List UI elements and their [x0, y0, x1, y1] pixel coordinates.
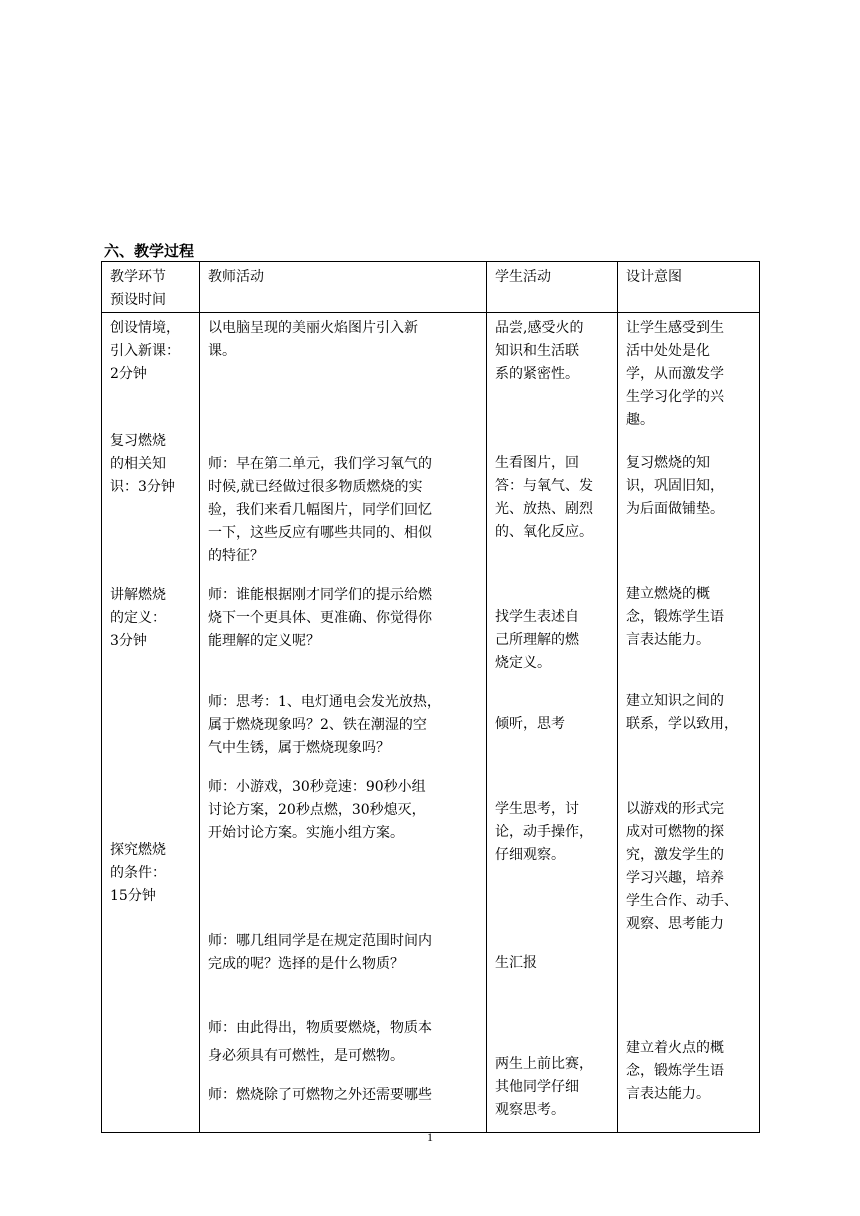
- teacher-3: 师：谁能根据刚才同学们的提示给燃 烧下一个更具体、更准确、你觉得你 能理解的定义呢？: [208, 587, 432, 649]
- teacher-8: 师：燃烧除了可燃物之外还需要哪些: [208, 1087, 432, 1103]
- header-teacher-activity: 教师活动: [200, 262, 487, 313]
- student-6: 生汇报: [495, 955, 537, 971]
- teacher-column: [200, 313, 487, 1133]
- student-2: 生看图片，回 答：与氧气、发 光、放热、剧烈 的、氧化反应。: [495, 455, 593, 540]
- header-design-intent: 设计意图: [618, 262, 760, 313]
- stage-5: 探究燃烧 的条件： 15分钟: [110, 842, 166, 904]
- intent-1: 让学生感受到生 活中处处是化 学，从而激发学 生学习化学的兴 趣。: [626, 320, 724, 428]
- header-student-activity: 学生活动: [487, 262, 618, 313]
- teacher-6: 师：哪几组同学是在规定范围时间内 完成的呢？选择的是什么物质？: [208, 933, 432, 972]
- intent-3: 建立燃烧的概 念，锻炼学生语 言表达能力。: [626, 586, 724, 648]
- stage-1: 创设情境， 引入新课： 2分钟: [110, 320, 180, 382]
- student-5: 学生思考，讨 论，动手操作， 仔细观察。: [495, 801, 593, 863]
- teacher-5: 师：小游戏，30秒竞速：90秒小组 讨论方案，20秒点燃，30秒熄灭， 开始讨论方案。实施小组方案。: [208, 779, 426, 841]
- teacher-1: 以电脑呈现的美丽火焰图片引入新 课。: [208, 320, 418, 359]
- intent-5: 以游戏的形式完 成对可燃物的探 究，激发学生的 学习兴趣，培养 学生合作、动手、 观察、思考能力: [626, 801, 738, 932]
- student-3: 找学生表述自 己所理解的燃 烧定义。: [495, 609, 579, 671]
- table-row: [102, 313, 760, 1133]
- page-number: 1: [427, 1130, 433, 1144]
- teacher-4: 师：思考：1、电灯通电会发光放热， 属于燃烧现象吗？2、铁在潮湿的空 气中生锈，属于燃烧现象吗？: [208, 694, 441, 756]
- intent-2: 复习燃烧的知 识，巩固旧知， 为后面做铺垫。: [626, 455, 724, 517]
- stage-3: 讲解燃烧 的定义： 3分钟: [110, 587, 166, 649]
- intent-7: 建立着火点的概 念，锻炼学生语 言表达能力。: [626, 1040, 724, 1102]
- section-title: 六、教学过程: [104, 242, 195, 260]
- header-stage-time: 教学环节 预设时间: [102, 262, 200, 313]
- intent-4: 建立知识之间的 联系，学以致用，: [626, 693, 738, 732]
- teacher-7: 师：由此得出，物质要燃烧，物质本 身必须具有可燃性，是可燃物。: [208, 1020, 432, 1064]
- student-7: 两生上前比赛， 其他同学仔细 观察思考。: [495, 1056, 593, 1118]
- teacher-2: 师：早在第二单元，我们学习氧气的 时候,就已经做过很多物质燃烧的实 验，我们来看几幅图片，同学们回忆 一下，这些反应有哪些共同的、相似 的特征？: [208, 456, 432, 564]
- stage-column: [102, 313, 200, 1133]
- student-4: 倾听，思考: [495, 716, 565, 732]
- teaching-process-table: [101, 261, 760, 1133]
- student-column: [487, 313, 618, 1133]
- student-1: 品尝,感受火的 知识和生活联 系的紧密性。: [495, 320, 584, 382]
- intent-column: [618, 313, 760, 1133]
- stage-2: 复习燃烧 的相关知 识：3分钟: [110, 433, 175, 495]
- table-header-row: [102, 262, 760, 313]
